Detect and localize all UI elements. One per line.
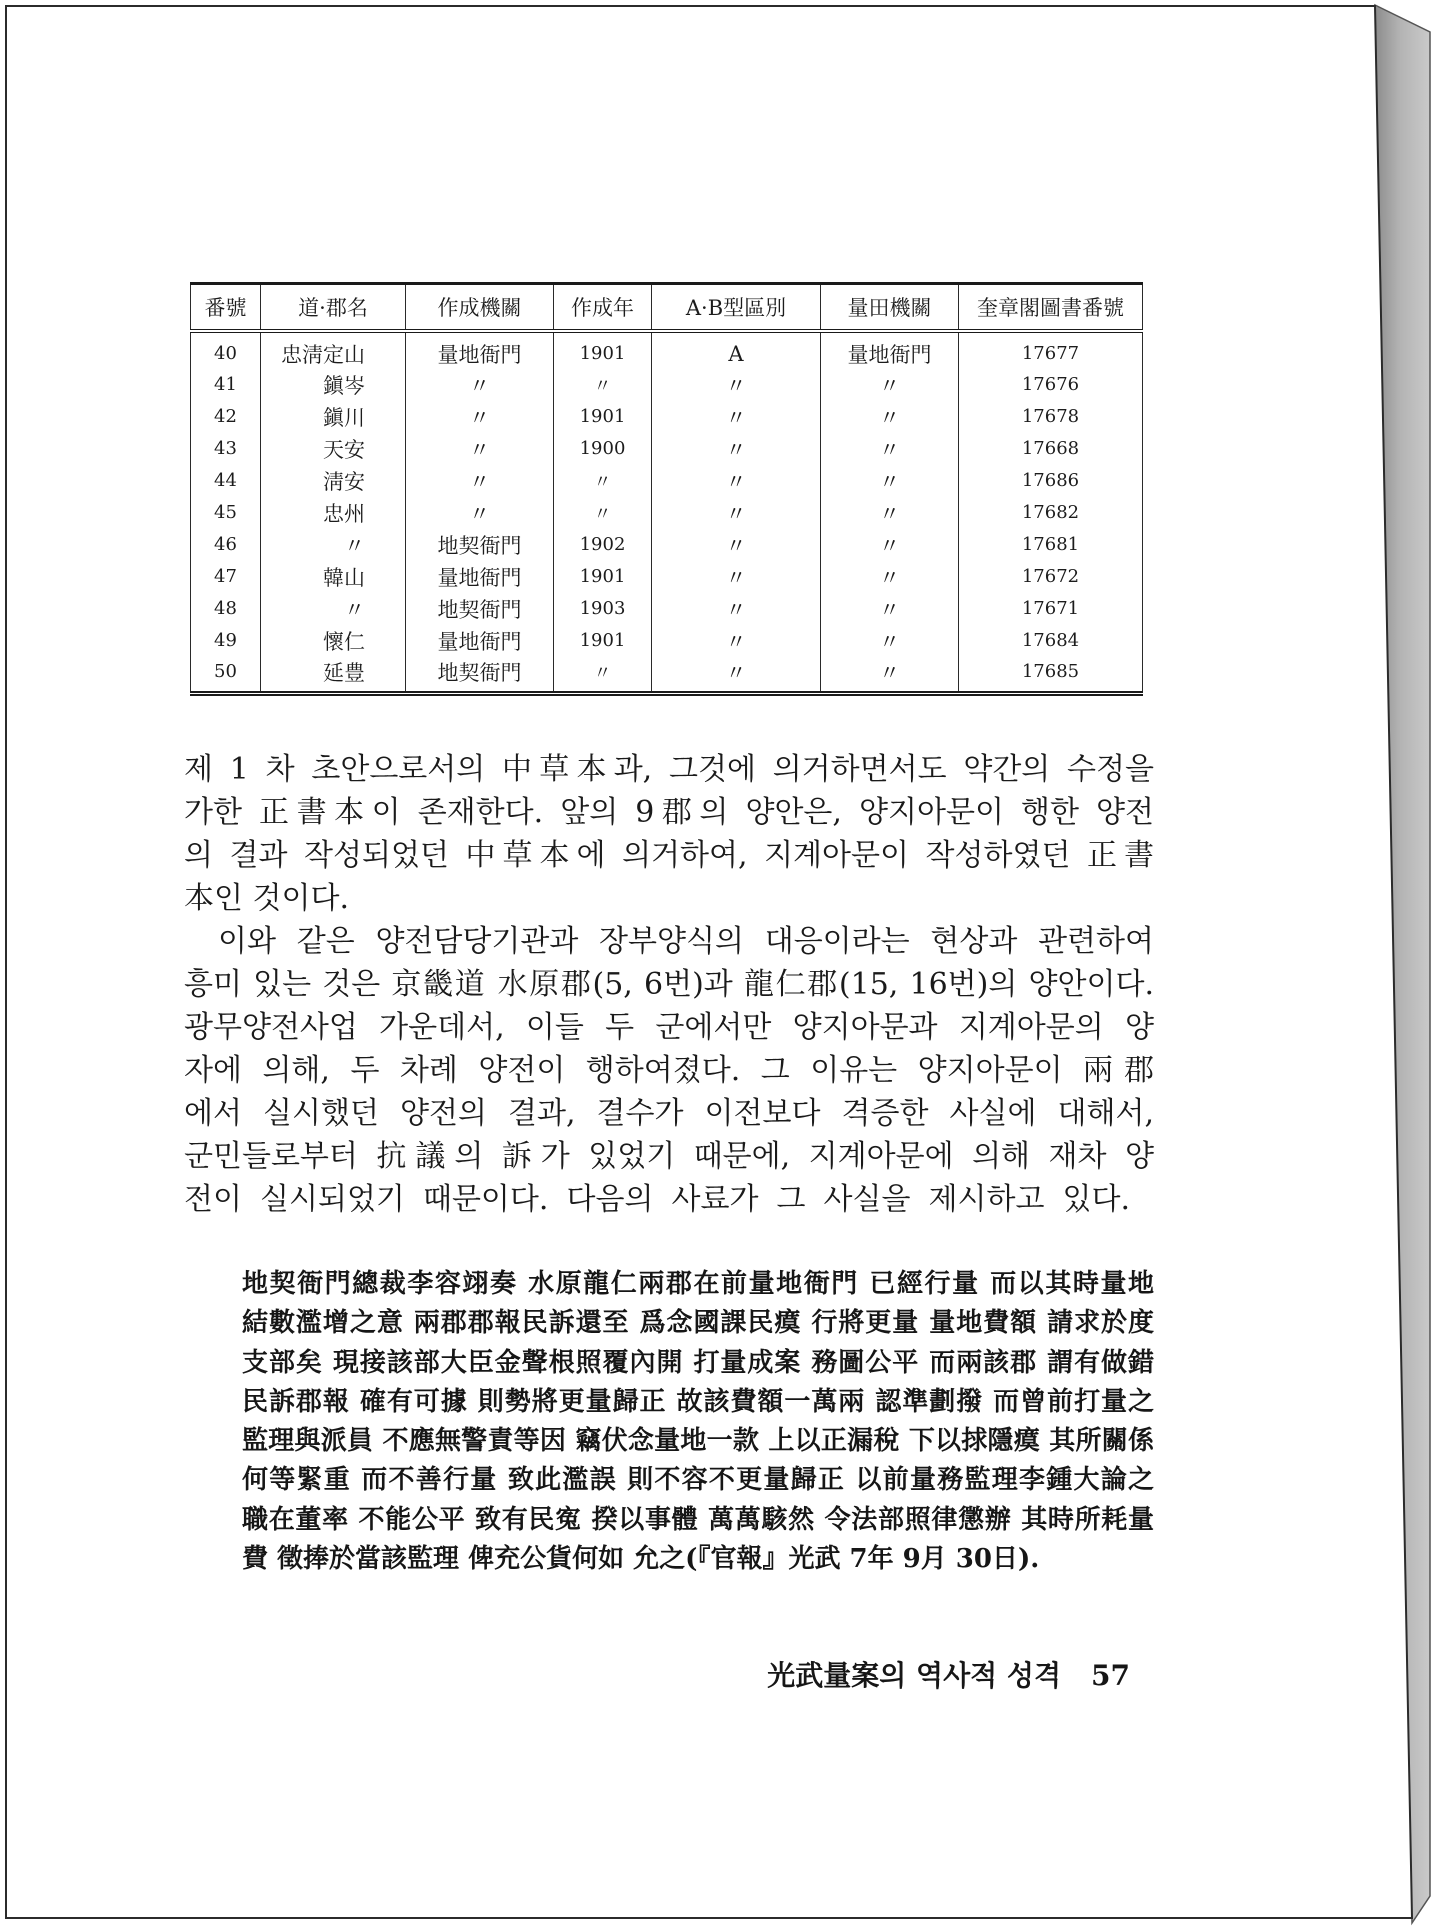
header-district: 道·郡名 [261, 284, 406, 331]
cell-number: 43 [191, 433, 261, 465]
body-line: 제 1 차 초안으로서의 中草本과, 그것에 의거하면서도 약간의 수정을 [184, 752, 1154, 787]
body-line: 이와 같은 양전담당기관과 장부양식의 대응이라는 현상과 관련하여 [218, 924, 1154, 959]
cell-catalog-number: 17686 [959, 465, 1143, 497]
body-line: 가한 正書本이 존재한다. 앞의 9郡의 양안은, 양지아문이 행한 양전 [184, 795, 1154, 830]
cell-number: 50 [191, 657, 261, 694]
cell-catalog-number: 17682 [959, 497, 1143, 529]
cell-type: 〃 [652, 465, 821, 497]
cell-catalog-number: 17672 [959, 561, 1143, 593]
table-row [191, 433, 1143, 465]
body-paragraphs [184, 748, 1154, 1221]
cell-author-office: 〃 [406, 369, 554, 401]
cell-district: 鎭川 [261, 401, 406, 433]
body-line: 군민들로부터 抗議의 訴가 있었기 때문에, 지계아문에 의해 재차 양 [184, 1139, 1154, 1174]
cell-survey-office: 量地衙門 [821, 331, 959, 369]
cell-author-office: 〃 [406, 497, 554, 529]
register-table [190, 282, 1143, 696]
cell-year: 〃 [554, 657, 652, 694]
header-survey-office: 量田機關 [821, 284, 959, 331]
table-row [191, 401, 1143, 433]
cell-survey-office: 〃 [821, 465, 959, 497]
quote-line: 民訴郡報 確有可據 則勢將更量歸正 故該費額一萬兩 認準劃撥 而曾前打量之 [242, 1386, 1154, 1417]
cell-survey-office: 〃 [821, 561, 959, 593]
cell-catalog-number: 17671 [959, 593, 1143, 625]
quote-line: 地契衙門總裁李容翊奏 水原龍仁兩郡在前量地衙門 已經行量 而以其時量地 [242, 1269, 1154, 1299]
cell-number: 49 [191, 625, 261, 657]
cell-type: 〃 [652, 433, 821, 465]
cell-year: 1900 [554, 433, 652, 465]
cell-author-office: 量地衙門 [406, 561, 554, 593]
table-row [191, 331, 1143, 369]
cell-year: 〃 [554, 465, 652, 497]
cell-catalog-number: 17678 [959, 401, 1143, 433]
cell-author-office: 地契衙門 [406, 657, 554, 694]
header-year: 作成年 [554, 284, 652, 331]
cell-catalog-number: 17677 [959, 331, 1143, 369]
header-catalog-number: 奎章閣圖書番號 [959, 284, 1143, 331]
body-line: 광무양전사업 가운데서, 이들 두 군에서만 양지아문과 지계아문의 양 [184, 1010, 1154, 1045]
cell-type: 〃 [652, 625, 821, 657]
table-row [191, 497, 1143, 529]
cell-year: 1901 [554, 561, 652, 593]
cell-survey-office: 〃 [821, 529, 959, 561]
cell-type: 〃 [652, 657, 821, 694]
page-footer [767, 1656, 1130, 1696]
header-type: A·B型區別 [652, 284, 821, 331]
cell-survey-office: 〃 [821, 625, 959, 657]
table-header-row [191, 284, 1143, 331]
cell-author-office: 地契衙門 [406, 593, 554, 625]
cell-district: 〃 [261, 593, 406, 625]
table-row [191, 465, 1143, 497]
cell-number: 45 [191, 497, 261, 529]
cell-number: 48 [191, 593, 261, 625]
quote-line: 何等緊重 而不善行量 致此濫誤 則不容不更量歸正 以前量務監理李鍾大論之 [242, 1465, 1154, 1496]
quote-line: 職在董率 不能公平 致有民寃 揆以事體 萬萬駭然 令法部照律懲辦 其時所耗量 [242, 1504, 1154, 1535]
cell-district: 鎭岑 [261, 369, 406, 401]
cell-year: 1901 [554, 401, 652, 433]
cell-district: 延豊 [261, 657, 406, 694]
cell-district: 天安 [261, 433, 406, 465]
cell-year: 1901 [554, 625, 652, 657]
cell-number: 44 [191, 465, 261, 497]
table-row [191, 369, 1143, 401]
cell-author-office: 量地衙門 [406, 331, 554, 369]
cell-survey-office: 〃 [821, 369, 959, 401]
cell-number: 47 [191, 561, 261, 593]
cell-type: 〃 [652, 593, 821, 625]
body-line: 本인 것이다. [184, 881, 349, 916]
cell-survey-office: 〃 [821, 593, 959, 625]
cell-type: 〃 [652, 497, 821, 529]
cell-district: 韓山 [261, 561, 406, 593]
header-author-office: 作成機關 [406, 284, 554, 331]
cell-author-office: 〃 [406, 433, 554, 465]
table-row [191, 625, 1143, 657]
cell-catalog-number: 17684 [959, 625, 1143, 657]
cell-type: 〃 [652, 561, 821, 593]
header-number: 番號 [191, 284, 261, 331]
running-title: 光武量案의 역사적 성격 [767, 1659, 1062, 1692]
cell-number: 41 [191, 369, 261, 401]
table-row [191, 593, 1143, 625]
table-row [191, 529, 1143, 561]
cell-type: A [652, 331, 821, 369]
cell-district: 懷仁 [261, 625, 406, 657]
cell-catalog-number: 17668 [959, 433, 1143, 465]
quote-line: 監理與派員 不應無警責等因 竊伏念量地一款 上以正漏稅 下以捄隱瘼 其所關係 [242, 1426, 1154, 1457]
page-number: 57 [1091, 1659, 1130, 1692]
cell-number: 42 [191, 401, 261, 433]
cell-catalog-number: 17685 [959, 657, 1143, 694]
cell-author-office: 〃 [406, 465, 554, 497]
body-line: 의 결과 작성되었던 中草本에 의거하여, 지계아문이 작성하였던 正書 [184, 838, 1154, 873]
body-line: 흥미 있는 것은 京畿道 水原郡(5, 6번)과 龍仁郡(15, 16번)의 양안이다. [184, 967, 1154, 1002]
quote-line: 支部矣 現接該部大臣金聲根照覆內開 打量成案 務圖公平 而兩該郡 謂有做錯 [242, 1347, 1154, 1378]
cell-year: 1903 [554, 593, 652, 625]
quote-line: 費 徵捧於當該監理 俾充公貨何如 允之(『官報』光武 7年 9月 30日). [242, 1544, 1040, 1575]
cell-author-office: 地契衙門 [406, 529, 554, 561]
cell-type: 〃 [652, 529, 821, 561]
cell-district: 忠州 [261, 497, 406, 529]
cell-survey-office: 〃 [821, 657, 959, 694]
cell-survey-office: 〃 [821, 401, 959, 433]
cell-type: 〃 [652, 369, 821, 401]
cell-author-office: 〃 [406, 401, 554, 433]
source-quote [242, 1265, 1154, 1579]
cell-number: 40 [191, 331, 261, 369]
cell-survey-office: 〃 [821, 433, 959, 465]
table-row [191, 561, 1143, 593]
cell-district: 忠淸定山 [261, 331, 406, 369]
cell-survey-office: 〃 [821, 497, 959, 529]
cell-catalog-number: 17681 [959, 529, 1143, 561]
cell-year: 1902 [554, 529, 652, 561]
cell-year: 1901 [554, 331, 652, 369]
table-row [191, 657, 1143, 694]
cell-type: 〃 [652, 401, 821, 433]
cell-year: 〃 [554, 497, 652, 529]
body-line: 에서 실시했던 양전의 결과, 결수가 이전보다 격증한 사실에 대해서, [184, 1096, 1154, 1131]
cell-author-office: 量地衙門 [406, 625, 554, 657]
cell-district: 〃 [261, 529, 406, 561]
cell-number: 46 [191, 529, 261, 561]
quote-line: 結數濫增之意 兩郡郡報民訴還至 爲念國課民瘼 行將更量 量地費額 請求於度 [242, 1308, 1154, 1339]
cell-year: 〃 [554, 369, 652, 401]
body-line: 자에 의해, 두 차례 양전이 행하여졌다. 그 이유는 양지아문이 兩郡 [184, 1053, 1154, 1088]
cell-district: 淸安 [261, 465, 406, 497]
body-line: 전이 실시되었기 때문이다. 다음의 사료가 그 사실을 제시하고 있다. [184, 1182, 1130, 1217]
cell-catalog-number: 17676 [959, 369, 1143, 401]
